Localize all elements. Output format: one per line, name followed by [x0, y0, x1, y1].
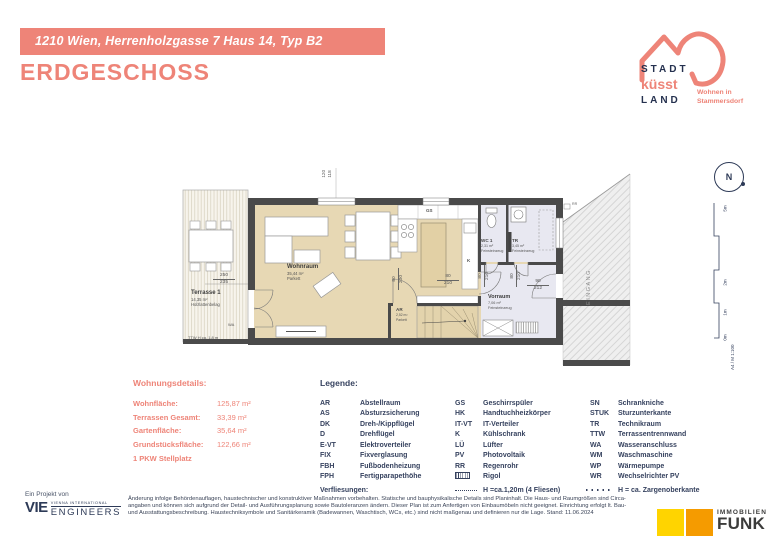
legend-row: SN Schrankniche: [590, 399, 664, 407]
label-gs: GS: [426, 208, 433, 213]
funk-top: IMMOBILIEN: [717, 509, 767, 516]
dim-door-wohnraum: $\frac{80}{210}$: [437, 274, 459, 286]
dim-window-top: 120 118: [321, 170, 332, 178]
detail-row: Gartenfläche: 35,64 m²: [133, 426, 247, 435]
tiling-row: [320, 485, 755, 495]
rigol-hatch-icon: [455, 472, 470, 479]
details-heading: Wohnungsdetails:: [133, 378, 207, 388]
legend-row: WP Wärmepumpe: [590, 462, 665, 470]
funk-yellow-square-icon: [657, 509, 684, 536]
legend-row: IT-VT IT-Verteiler: [455, 420, 519, 428]
scale-tick-1m: 1m: [722, 309, 728, 316]
dim-door-wc: 80 210: [478, 265, 490, 287]
label-k: K: [467, 258, 471, 263]
scale-tick-2m: 2m: [722, 279, 728, 286]
scale-note: A4 / M 1:100: [730, 344, 735, 370]
room-label-terrasse: Terrasse 1 14,35 m² Holzlattenbelag: [191, 290, 221, 307]
wc-fixtures: [486, 208, 497, 228]
vie-abbr: VIE: [25, 499, 48, 516]
terrace-area: [183, 190, 248, 344]
label-ttw: TTW H ca. 1,8 m: [188, 335, 219, 340]
label-eingang: EINGANG: [586, 269, 592, 305]
legend-row: LÜ Lüfter: [455, 441, 503, 449]
dim-entry-door: $\frac{90}{212}$: [527, 279, 549, 291]
legend-heading: Legende:: [320, 378, 358, 388]
legend-row: FIX Fixverglasung: [320, 452, 408, 460]
legend-column-2: [455, 398, 590, 482]
scale-bar-line: [705, 198, 750, 348]
page-title: ERDGESCHOSS: [20, 59, 210, 85]
room-label-vorraum: Vorraum 7,06 m² Feinsteinzeug: [488, 294, 512, 310]
legend-row: K Kühlschrank: [455, 431, 526, 439]
legend-row: STUK Sturzunterkante: [590, 410, 672, 418]
legend-row: WA Wasseranschluss: [590, 441, 677, 449]
scale-tick-0m: 0m: [722, 334, 728, 341]
legend-row: Rigol: [455, 472, 590, 483]
room-label-wohnraum: Wohnraum 35,44 m² Parkett: [287, 264, 319, 281]
floor-plan: [175, 160, 640, 385]
room-label-tr: TR 3,45 m² Feinsteinzeug: [512, 238, 535, 253]
floor-plan-drawing: [175, 160, 640, 385]
funk-orange-square-icon: [686, 509, 713, 536]
apartment-details: [133, 378, 315, 463]
room-label-ar: AR 2,52 m² Parkett: [396, 307, 408, 322]
legend-row: GS Geschirrspüler: [455, 399, 533, 407]
legend-row: FPH Fertigparapethöhe: [320, 473, 422, 481]
room-label-wc: WC 1 2,31 m² Feinsteinzeug: [481, 238, 504, 253]
dotted-line-icon: [455, 490, 477, 491]
disclaimer-text: Änderung infolge Behördenauflagen, haustechnischer und konstruktiver Maßnahmen vorbehalten. Statische und bauphysikalische Details sind Planinhalt. Die Haus- und Raumgrößen sind Circa- angaben und können sich aufgrund der Detail- und Ausführungsplanung sowie Bautoleranzen ändern. Dieser Plan ist zum Anfertigen von Einbaumöbeln nicht geeignet. Einrichtung erfolgt lt. Bau- und Ausstattungsbeschreibung. Haustechniksymbole und Sanitärkeramik (Badewannen, Waschtisch, WCs, etc.) sind nicht maßgenau und definieren nur die Lage. Stand: 11.06.2024: [128, 496, 627, 517]
label-rr: RR: [572, 202, 578, 206]
legend-row: AS Absturzsicherung: [320, 410, 420, 418]
scale-bar: [705, 198, 750, 353]
legend-row: TR Technikraum: [590, 420, 662, 428]
legend: [320, 378, 755, 495]
legend-row: WM Waschmaschine: [590, 452, 673, 460]
logo-stadt: STADT: [641, 64, 689, 75]
funk-main: FUNK: [717, 514, 766, 533]
stairs: [417, 296, 478, 338]
detail-row: Terrassen Gesamt: 33,39 m²: [133, 412, 247, 422]
dim-door-ar: 80 200: [392, 268, 404, 290]
immobilien-funk-logo: [657, 509, 767, 536]
dim-door-tr: 80 210: [510, 265, 522, 287]
legend-row: PV Photovoltaik: [455, 452, 526, 460]
tiling-height-1: H =ca.1,20m (4 Fliesen): [483, 486, 561, 494]
north-arrow-icon: N: [714, 162, 744, 192]
project-by-label: Ein Projekt von: [25, 491, 69, 498]
label-wa: WA: [228, 322, 235, 327]
legend-row: E-VT Elektroverteiler: [320, 441, 411, 449]
address-bar: 1210 Wien, Herrenholzgasse 7 Haus 14, Typ B2: [20, 28, 385, 55]
parking-note: 1 PKW Stellplatz: [133, 454, 192, 463]
legend-column-1: [320, 398, 455, 482]
logo-kuesst: küsst: [641, 76, 678, 92]
logo-land: LAND: [641, 95, 681, 106]
legend-row: RR Regenrohr: [455, 462, 519, 470]
detail-row: Grundstücksfläche: 122,66 m²: [133, 439, 251, 449]
legend-row: AR Abstellraum: [320, 399, 401, 407]
vie-engineers-logo: [25, 501, 121, 518]
tiling-label: Verfliesungen:: [320, 486, 369, 494]
legend-row: FBH Fußbodenheizung: [320, 462, 421, 470]
legend-row: TTW Terrassentrennwand: [590, 431, 687, 439]
detail-row: Wohnfläche: 125,87 m²: [133, 399, 251, 408]
dot-row-icon: [586, 489, 612, 491]
vie-top: VIENNA INTERNATIONAL: [51, 501, 121, 507]
scale-tick-5m: 5m: [722, 205, 728, 212]
legend-column-3: [590, 398, 750, 482]
dim-terrace-door: $\frac{250}{235}$: [213, 273, 235, 285]
stadt-kuesst-land-logo: [625, 26, 767, 128]
legend-row: DK Dreh-/Kippflügel: [320, 420, 415, 428]
logo-tagline: Wohnen in Stammersdorf: [697, 89, 744, 105]
legend-row: WR Wechselrichter PV: [590, 473, 680, 481]
vie-main: ENGINEERS: [50, 506, 122, 518]
tiling-height-2: H = ca. Zargenoberkante: [618, 486, 700, 494]
legend-row: HK Handtuchheizkörper: [455, 410, 551, 418]
legend-row: D Drehflügel: [320, 431, 395, 439]
